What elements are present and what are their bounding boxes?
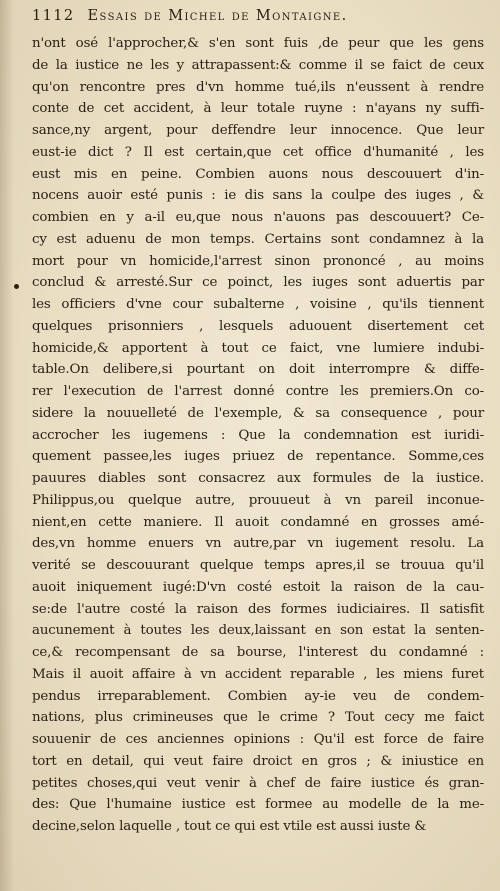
text-line: des,vn homme enuers vn autre,par vn iugement resolu. La xyxy=(32,536,484,552)
text-line: combien en y a-il eu,que nous n'auons pas descouuert? Ce- xyxy=(32,210,484,225)
text-line: decine,selon laquelle , tout ce qui est vtile est aussi iuste & xyxy=(32,819,427,834)
text-line: petites choses,qui veut venir à chef de faire iustice és gran- xyxy=(32,775,484,791)
text-line: nations, plus crimineuses que le crime ? Tout cecy me faict xyxy=(32,710,484,726)
text-line: cy est aduenu de mon temps. Certains sont condamnez à la xyxy=(32,231,484,247)
text-line: sidere la nouuelleté de l'exemple, & sa consequence , pour xyxy=(32,405,484,421)
text-line: accrocher les iugemens : Que la condemnation est iuridi- xyxy=(32,427,484,443)
text-line: des: Que l'humaine iustice est formee au modelle de la me- xyxy=(32,797,484,813)
text-line: table.On delibere,si pourtant on doit interrompre & diffe- xyxy=(32,362,484,378)
text-line: Mais il auoit affaire à vn accident reparable , les miens furet xyxy=(32,666,484,682)
gutter-shadow xyxy=(0,0,14,891)
text-line: verité se descouurant quelque temps apres,il se trouua qu'il xyxy=(32,558,484,573)
margin-dot-mark xyxy=(14,284,19,289)
text-line: homicide,& apportent à tout ce faict, vne lumiere indubi- xyxy=(32,340,484,356)
text-line: auoit iniquement iugé:D'vn costé estoit la raison de la cau- xyxy=(32,579,484,595)
text-line: nient,en cette maniere. Il auoit condamné en grosses amé- xyxy=(32,514,484,530)
text-line: nocens auoir esté punis : ie dis sans la coulpe des iuges , & xyxy=(32,188,484,204)
text-line: sance,ny argent, pour deffendre leur innocence. Que leur xyxy=(32,123,484,138)
text-line: pauures diables sont consacrez aux formules de la iustice. xyxy=(32,471,484,486)
text-line: conte de cet accident, à leur totale ruyne : n'ayans ny suffi- xyxy=(32,101,484,117)
text-line: tort en detail, qui veut faire droict en gros ; & iniustice en xyxy=(32,753,484,769)
text-line: n'ont osé l'approcher,& s'en sont fuis ,de peur que les gens xyxy=(32,36,484,51)
text-line: eust-ie dict ? Il est certain,que cet office d'humanité , les xyxy=(32,144,484,160)
running-header xyxy=(32,8,484,34)
text-line: mort pour vn homicide,l'arrest sinon prononcé , au moins xyxy=(32,253,484,269)
text-line: Philippus,ou quelque autre, prouueut à vn pareil inconue- xyxy=(32,492,484,508)
text-line: conclud & arresté.Sur ce poinct, les iuges sont aduertis par xyxy=(32,275,484,291)
text-line: les officiers d'vne cour subalterne , voisine , qu'ils tiennent xyxy=(32,297,484,312)
text-line: quement passee,les iuges priuez de repentance. Somme,ces xyxy=(32,449,484,465)
text-line: ce,& recompensant de sa bourse, l'interest du condamné : xyxy=(32,645,484,660)
text-line: de la iustice ne les y attrapassent:& comme il se faict de ceux xyxy=(32,57,484,73)
text-line: souuenir de ces anciennes opinions : Qu'il est force de faire xyxy=(32,732,484,747)
page-number: 1112 xyxy=(32,8,75,24)
body-text xyxy=(32,33,484,838)
running-title: Essais de Michel de Montaigne. xyxy=(87,8,348,24)
text-line: se:de l'autre costé la raison des formes iudiciaires. Il satisfit xyxy=(32,601,484,617)
text-line: rer l'execution de l'arrest donné contre les premiers.On co- xyxy=(32,384,484,399)
text-line: quelques prisonniers , lesquels aduouent disertement cet xyxy=(32,318,484,334)
text-line: aucunement à toutes les deux,laissant en son estat la senten- xyxy=(32,623,484,639)
text-line: eust mis en peine. Combien auons nous descouuert d'in- xyxy=(32,166,484,182)
text-line: qu'on rencontre pres d'vn homme tué,ils n'eussent à rendre xyxy=(32,79,484,95)
text-line: pendus irreparablement. Combien ay-ie veu de condem- xyxy=(32,688,484,704)
